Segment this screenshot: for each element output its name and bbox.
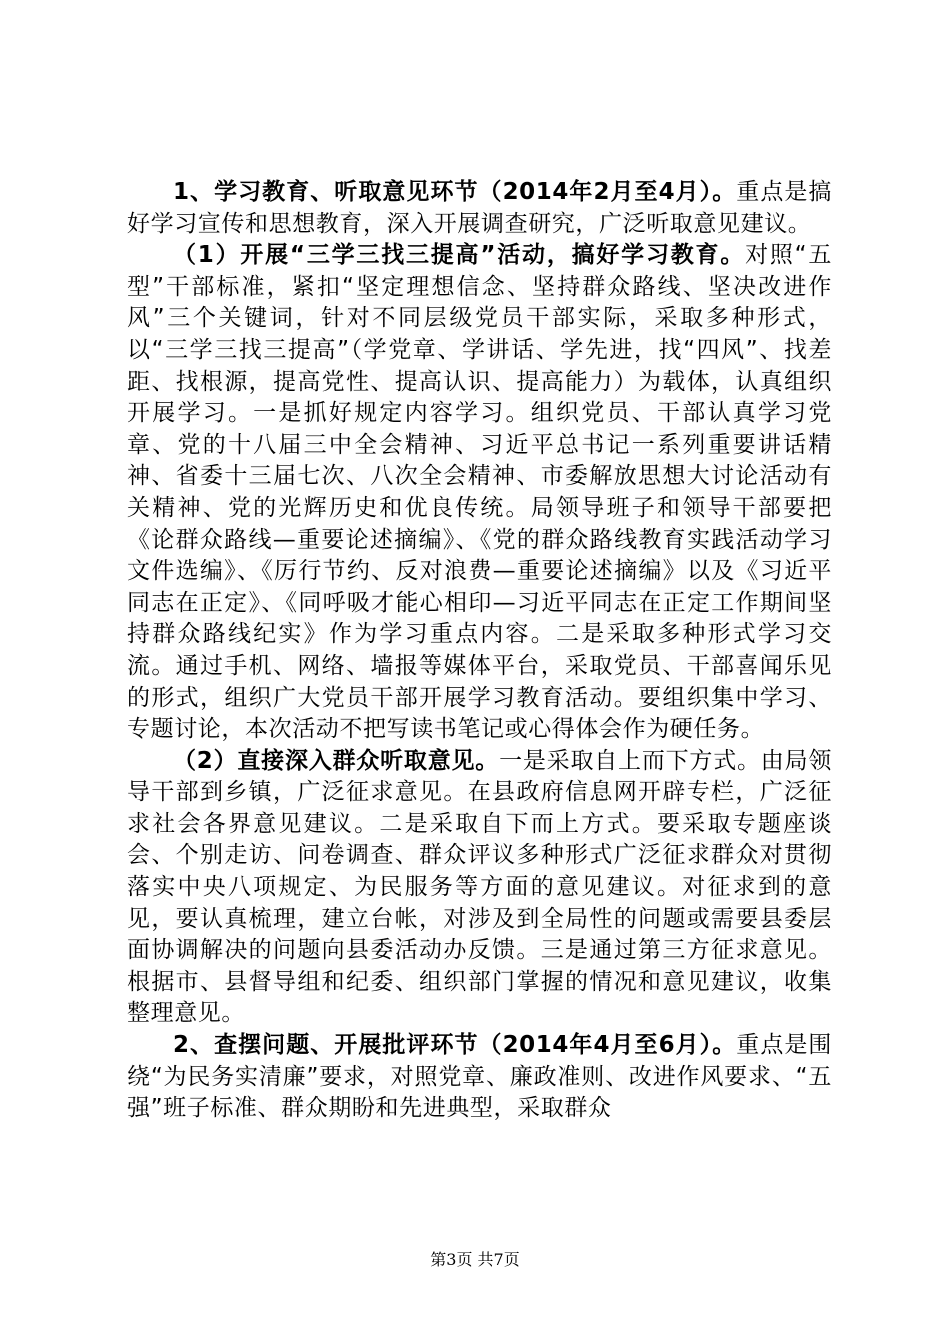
section-2-text: 重点是围绕“为民务实清廉”要求，对照党章、廉政准则、改进作风要求、“五强”班子标准、群众期盼和先进典型，采取群众 [127, 1032, 833, 1122]
page-number: 第3页 共7页 [430, 1250, 520, 1269]
item-1-heading: （1）开展“三学三找三提高”活动，搞好学习教育。 [173, 242, 746, 269]
section-1-text: 重点是搞好学习宣传和思想教育，深入开展调查研究，广泛听取意见建议。 [127, 179, 833, 237]
item-2-heading: （2）直接深入群众听取意见。 [173, 747, 500, 774]
section-2-heading: 2、查摆问题、开展批评环节（2014年4月至6月）。 [173, 1032, 737, 1059]
item-1-paragraph [127, 240, 832, 746]
section-1-paragraph [127, 177, 832, 240]
item-2-paragraph [127, 746, 832, 1030]
section-2-paragraph [127, 1030, 832, 1125]
item-2-text: 一是采取自上而下方式。由局领导干部到乡镇，广泛征求意见。在县政府信息网开辟专栏，广泛征求社会各界意见建议。二是采取自下而上方式。要采取专题座谈会、个别走访、问卷调查、群众评议多种形式广泛征求群众对贯彻落实中央八项规定、为民服务等方面的意见建议。对征求到的意见，要认真梳理，建立台帐，对涉及到全局性的问题或需要县委层面协调解决的问题向县委活动办反馈。三是通过第三方征求意见。根据市、县督导组和纪委、组织部门掌握的情况和意见建议，收集整理意见。 [127, 747, 832, 1027]
item-1-text: 对照“五型”干部标准，紧扣“坚定理想信念、坚持群众路线、坚决改进作风”三个关键词，针对不同层级党员干部实际，采取多种形式，以“三学三找三提高”（学党章、学讲话、学先进，找“四风”、找差距、找根源，提高党性、提高认识、提高能力）为载体，认真组织开展学习。一是抓好规定内容学习。组织党员、干部认真学习党章、党的十八届三中全会精神、习近平总书记一系列重要讲话精神、省委十三届七次、八次全会精神、市委解放思想大讨论活动有关精神、党的光辉历史和优良传统。局领导班子和领导干部要把《论群众路线—重要论述摘编》、《党的群众路线教育实践活动学习文件选编》、《厉行节约、反对浪费—重要论述摘编》以及《习近平同志在正定》、《同呼吸才能心相印—习近平同志在正定工作期间坚持群众路线纪实》作为学习重点内容。二是采取多种形式学习交流。通过手机、网络、墙报等媒体平台，采取党员、干部喜闻乐见的形式，组织广大党员干部开展学习教育活动。要组织集中学习、专题讨论，本次活动不把写读书笔记或心得体会作为硬任务。 [127, 242, 832, 743]
section-1-heading: 1、学习教育、听取意见环节（2014年2月至4月）。 [173, 179, 737, 205]
body-text [127, 177, 832, 1125]
